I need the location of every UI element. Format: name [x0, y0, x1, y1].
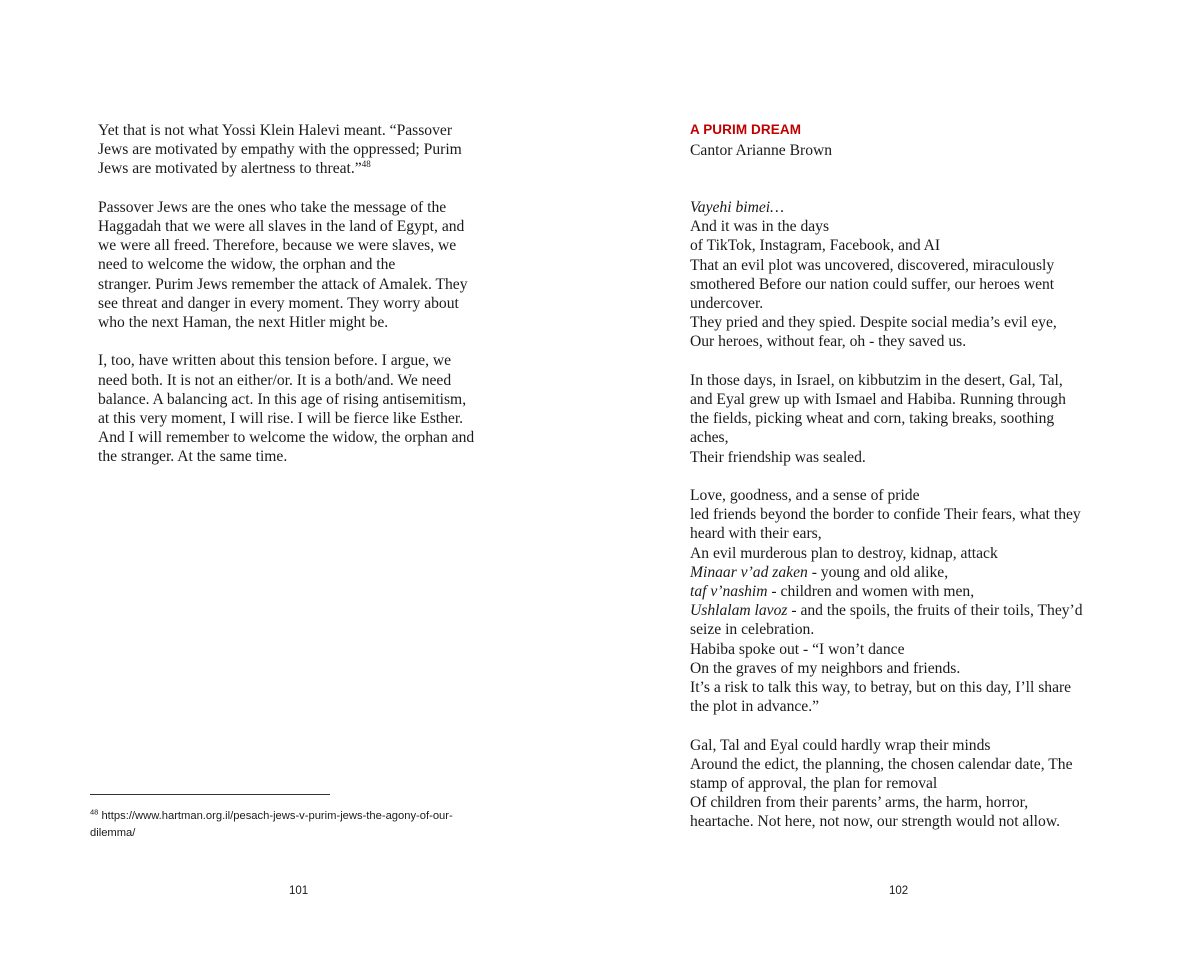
text-line: stranger. Purim Jews remember the attack of Amalek. They: [98, 275, 468, 293]
stanza-2: [690, 371, 1130, 467]
stanza-4: [690, 736, 1130, 832]
footnote-link-continued[interactable]: dilemma/: [90, 827, 136, 839]
poem-line: smothered Before our nation could suffer, our heroes went: [690, 275, 1055, 293]
footnote-reference[interactable]: 48: [361, 159, 371, 170]
text-line: Passover Jews are the ones who take the message of the: [98, 198, 447, 216]
poem-line: Our heroes, without fear, oh - they saved us.: [690, 333, 967, 351]
poem-line: They pried and they spied. Despite social media’s evil eye,: [690, 314, 1057, 332]
poem-line: heartache. Not here, not now, our strength would not allow.: [690, 813, 1060, 831]
poem-title: A PURIM DREAM: [690, 122, 802, 137]
right-page: [600, 0, 1200, 960]
text-line: Yet that is not what Yossi Klein Halevi meant. “Passover: [98, 122, 453, 139]
footnote-number: 48: [90, 807, 99, 817]
poem-line: the plot in advance.”: [690, 698, 820, 716]
poem-line: [690, 601, 1130, 620]
text-line: Jews are motivated by empathy with the oppressed; Purim: [98, 141, 462, 159]
poem-line: led friends beyond the border to confide Their fears, what they: [690, 506, 1081, 524]
poem-line: the fields, picking wheat and corn, taking breaks, soothing: [690, 410, 1055, 428]
poem-line: Their friendship was sealed.: [690, 448, 866, 466]
text-line: the stranger. At the same time.: [98, 448, 288, 466]
text-line: And I will remember to welcome the widow, the orphan and: [98, 429, 475, 447]
poem-line: of TikTok, Instagram, Facebook, and AI: [690, 237, 941, 255]
text-line: who the next Haman, the next Hitler might be.: [98, 314, 389, 332]
text-line: Haggadah that we were all slaves in the land of Egypt, and: [98, 218, 465, 235]
poem-line: undercover.: [690, 295, 764, 313]
text-line: at this very moment, I will rise. I will be fierce like Esther.: [98, 410, 464, 428]
poem-line: heard with their ears,: [690, 525, 822, 543]
poem-line: [690, 582, 1130, 601]
poem-author: Cantor Arianne Brown: [690, 142, 833, 159]
left-body-text: [98, 121, 508, 486]
translation: - children and women with men,: [767, 583, 975, 601]
poem-line: stamp of approval, the plan for removal: [690, 775, 938, 793]
page-number-right: 102: [889, 885, 909, 897]
poem-body: [690, 198, 1130, 851]
poem-line: aches,: [690, 429, 729, 447]
poem-line: Gal, Tal and Eyal could hardly wrap their minds: [690, 736, 991, 754]
hebrew-phrase: Ushlalam lavoz: [690, 602, 788, 620]
poem-line: In those days, in Israel, on kibbutzim in the desert, Gal, Tal,: [690, 371, 1063, 389]
text-line: [98, 159, 508, 178]
hebrew-phrase: Minaar v’ad zaken: [690, 563, 808, 581]
footnote-line: [90, 808, 510, 825]
footnote-divider: [90, 794, 330, 795]
paragraph-2: [98, 198, 508, 332]
footnote: [90, 808, 510, 842]
page-number-left: 101: [289, 885, 309, 897]
footnote-link[interactable]: https://www.hartman.org.il/pesach-jews-v-purim-jews-the-agony-of-our-: [101, 810, 453, 822]
poem-line: It’s a risk to talk this way, to betray, but on this day, I’ll share: [690, 679, 1072, 697]
text-line: balance. A balancing act. In this age of rising antisemitism,: [98, 390, 467, 408]
text-line-content: Jews are motivated by alertness to threat.”: [98, 160, 362, 178]
poem-line: That an evil plot was uncovered, discovered, miraculously: [690, 256, 1055, 274]
text-line: need both. It is not an either/or. It is a both/and. We need: [98, 371, 452, 389]
paragraph-3: [98, 351, 508, 466]
poem-line: An evil murderous plan to destroy, kidnap, attack: [690, 544, 998, 562]
poem-line: [690, 563, 1130, 582]
poem-line: Vayehi bimei…: [690, 199, 784, 216]
translation: - young and old alike,: [807, 563, 949, 581]
poem-line: Around the edict, the planning, the chosen calendar date, The: [690, 755, 1073, 773]
hebrew-phrase: taf v’nashim: [690, 583, 768, 601]
text-line: I, too, have written about this tension before. I argue, we: [98, 352, 452, 370]
translation: - and the spoils, the fruits of their toils, They’d: [787, 602, 1083, 620]
stanza-1: [690, 198, 1130, 352]
stanza-3: [690, 486, 1130, 716]
poem-line: Love, goodness, and a sense of pride: [690, 487, 920, 505]
paragraph-1: [98, 121, 508, 179]
text-line: see threat and danger in every moment. They worry about: [98, 294, 459, 312]
poem-line: Of children from their parents’ arms, the harm, horror,: [690, 794, 1029, 812]
text-line: we were all freed. Therefore, because we were slaves, we: [98, 237, 457, 255]
poem-line: And it was in the days: [690, 218, 830, 236]
text-line: need to welcome the widow, the orphan and the: [98, 256, 396, 274]
poem-line: On the graves of my neighbors and friends.: [690, 659, 961, 677]
poem-line: and Eyal grew up with Ismael and Habiba. Running through: [690, 391, 1066, 409]
poem-line: Habiba spoke out - “I won’t dance: [690, 640, 905, 658]
poem-line: seize in celebration.: [690, 621, 815, 639]
